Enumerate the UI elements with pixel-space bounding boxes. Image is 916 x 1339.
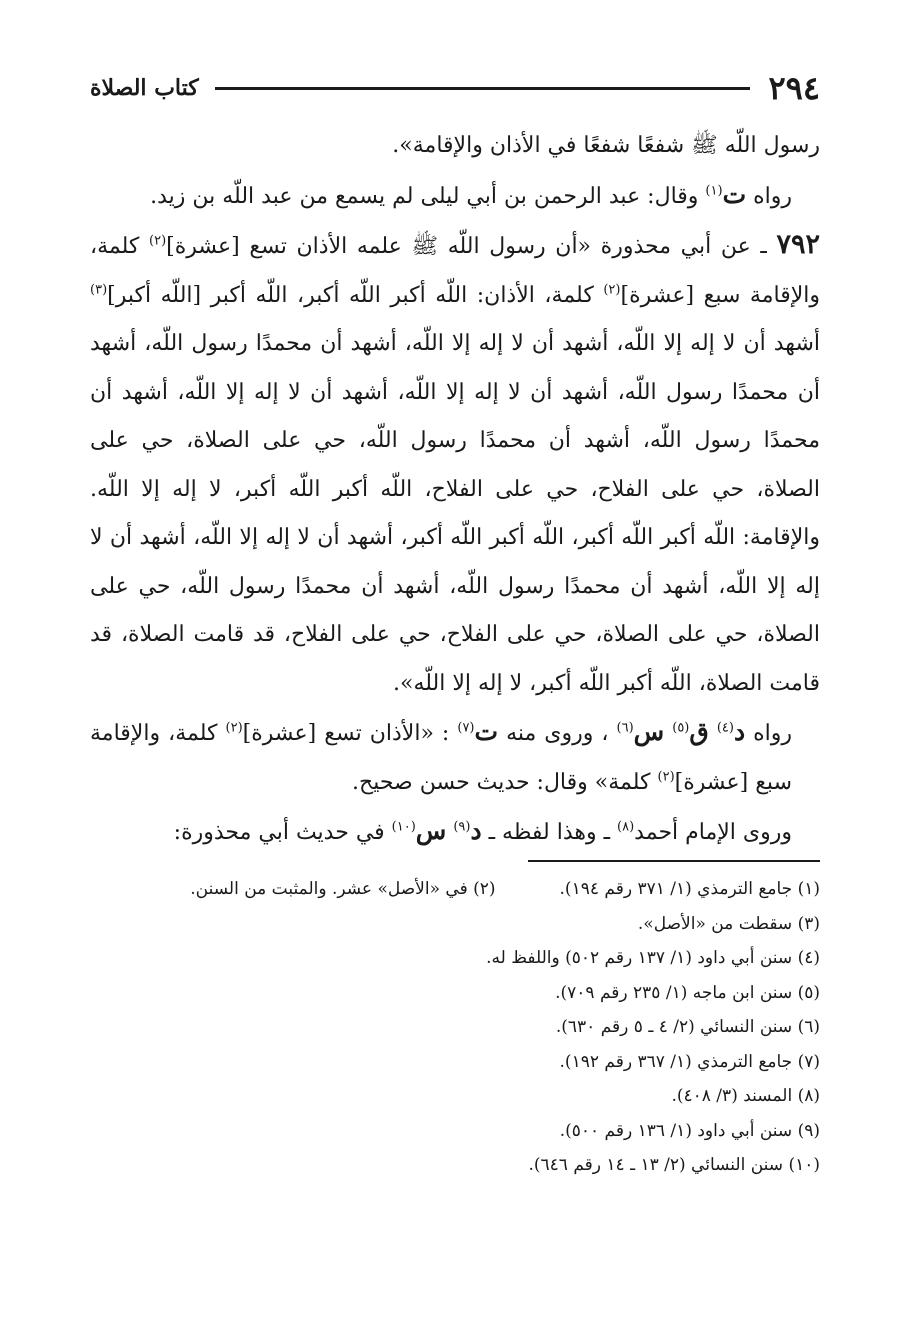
footnote-9: (٩) سنن أبي داود (١/ ١٣٦ رقم ٥٠٠). xyxy=(559,1120,820,1141)
paragraph-sources: رواه د$^{(٤)}$ ق$^{(٥)}$ س$^{(٦)}$ ، وروى منه ت$^{(٧)}$ : «الأذان تسع [عشرة]$^{(٢)}$ كلمة، والإقامة سبع [عشرة]$^{(٢)}$ كلمة» وقال: حديث حسن صحيح. xyxy=(90,717,792,795)
footnote-ref: (٧) xyxy=(457,720,475,736)
footnotes xyxy=(90,872,820,1183)
footnote-ref: (٢) xyxy=(149,233,167,249)
footnote-row xyxy=(90,872,820,907)
footnote-2: (٢) في «الأصل» عشر. والمثبت من السنن. xyxy=(190,879,496,899)
footnote-ref: (٥) xyxy=(672,720,690,736)
footnote-1: (١) جامع الترمذي (١/ ٣٧١ رقم ١٩٤). xyxy=(559,879,820,899)
footnote-4: (٤) سنن أبي داود (١/ ١٣٧ رقم ٥٠٢) واللفظ له. xyxy=(486,948,820,968)
footnote-7: (٧) جامع الترمذي (١/ ٣٦٧ رقم ١٩٢). xyxy=(559,1051,820,1072)
footnote-ref: (٢) xyxy=(657,769,675,785)
footnote-ref: (٩) xyxy=(453,819,471,835)
source-symbol: ق xyxy=(689,717,709,746)
footnote-3: (٣) سقطت من «الأصل». xyxy=(637,913,820,934)
footnote-ref: (١٠) xyxy=(391,819,416,835)
source-symbol: ت xyxy=(722,179,747,209)
footnote-row xyxy=(90,1114,820,1149)
footnote-separator xyxy=(528,860,820,862)
source-symbol: س xyxy=(415,816,447,845)
footnote-10: (١٠) سنن النسائي (٢/ ١٣ ـ ١٤ رقم ٦٤٦). xyxy=(528,1155,820,1175)
paragraph-hadith: ٧٩٢ ـ عن أبي محذورة «أن رسول اللّه ﷺ علمه الأذان تسع [عشرة]$^{(٢)}$ كلمة، والإقامة سبع [عشرة]$^{(٢)}$ كلمة، الأذان: اللّه أكبر اللّه أكبر، اللّه أكبر [اللّه أكبر]$^{(٣)}$ أشهد أن لا إله إلا اللّه، أشهد أن لا إله إلا اللّه، أشهد أن محمدًا رسول اللّه، أشهد أن محمدًا رسول اللّه، أشهد أن لا إله إلا اللّه، أشهد أن لا إله إلا اللّه، أشهد أن محمدًا رسول اللّه، أشهد أن محمدًا رسول اللّه، حي على الصلاة، حي على الصلاة، حي على الفلاح، حي على الفلاح، اللّه أكبر اللّه أكبر، لا إله إلا اللّه. والإقامة: اللّه أكبر اللّه أكبر، اللّه أكبر اللّه أكبر، أشهد أن لا إله إلا اللّه، أشهد أن لا إله إلا اللّه، أشهد أن محمدًا رسول اللّه، أشهد أن محمدًا رسول اللّه، حي على الصلاة، حي على الصلاة، حي على الفلاح، حي على الفلاح، قد قامت الصلاة، قد قامت الصلاة، اللّه أكبر اللّه أكبر، لا إله إلا اللّه». xyxy=(90,229,821,696)
source-symbol: د xyxy=(470,816,482,845)
footnote-5: (٥) سنن ابن ماجه (١/ ٢٣٥ رقم ٧٠٩). xyxy=(555,982,820,1003)
header-rule xyxy=(215,87,751,90)
running-header xyxy=(90,68,820,108)
footnote-row xyxy=(90,976,820,1011)
hadith-number: ٧٩٢ xyxy=(776,229,820,260)
footnote-ref: (٦) xyxy=(616,720,634,736)
footnote-ref: (٢) xyxy=(225,720,243,736)
footnote-row xyxy=(90,907,820,942)
paragraph-ahmad: وروى الإمام أحمد$^{(٨)}$ ـ وهذا لفظه ـ د$^{(٩)}$ س$^{(١٠)}$ في حديث أبي محذورة: xyxy=(173,816,792,845)
footnote-ref: (٣) xyxy=(90,282,108,298)
footnote-row xyxy=(90,1045,820,1080)
footnote-ref: (١) xyxy=(705,183,723,199)
footnote-ref: (٨) xyxy=(617,819,635,835)
footnote-row xyxy=(90,1148,820,1183)
paragraph-continuation: رسول اللّه ﷺ شفعًا شفعًا في الأذان والإقامة». xyxy=(392,133,820,158)
footnote-6: (٦) سنن النسائي (٢/ ٤ ـ ٥ رقم ٦٣٠). xyxy=(555,1017,820,1037)
main-text xyxy=(90,122,820,858)
footnote-row xyxy=(90,1010,820,1045)
footnote-ref: (٢) xyxy=(603,282,621,298)
source-symbol: ت xyxy=(474,717,499,746)
paragraph-narration: رواه ت$^{(١)}$ وقال: عبد الرحمن بن أبي ليلى لم يسمع من عبد اللّه بن زيد. xyxy=(150,179,792,209)
footnote-8: (٨) المسند (٣/ ٤٠٨). xyxy=(671,1086,820,1106)
chapter-title: كتاب الصلاة xyxy=(90,75,199,101)
page-number: ٢٩٤ xyxy=(768,69,820,107)
book-page xyxy=(90,60,820,1300)
source-symbol: د xyxy=(733,717,746,746)
footnote-ref: (٤) xyxy=(716,720,734,736)
source-symbol: س xyxy=(633,717,665,746)
footnote-row xyxy=(90,1079,820,1114)
footnote-row xyxy=(90,941,820,976)
